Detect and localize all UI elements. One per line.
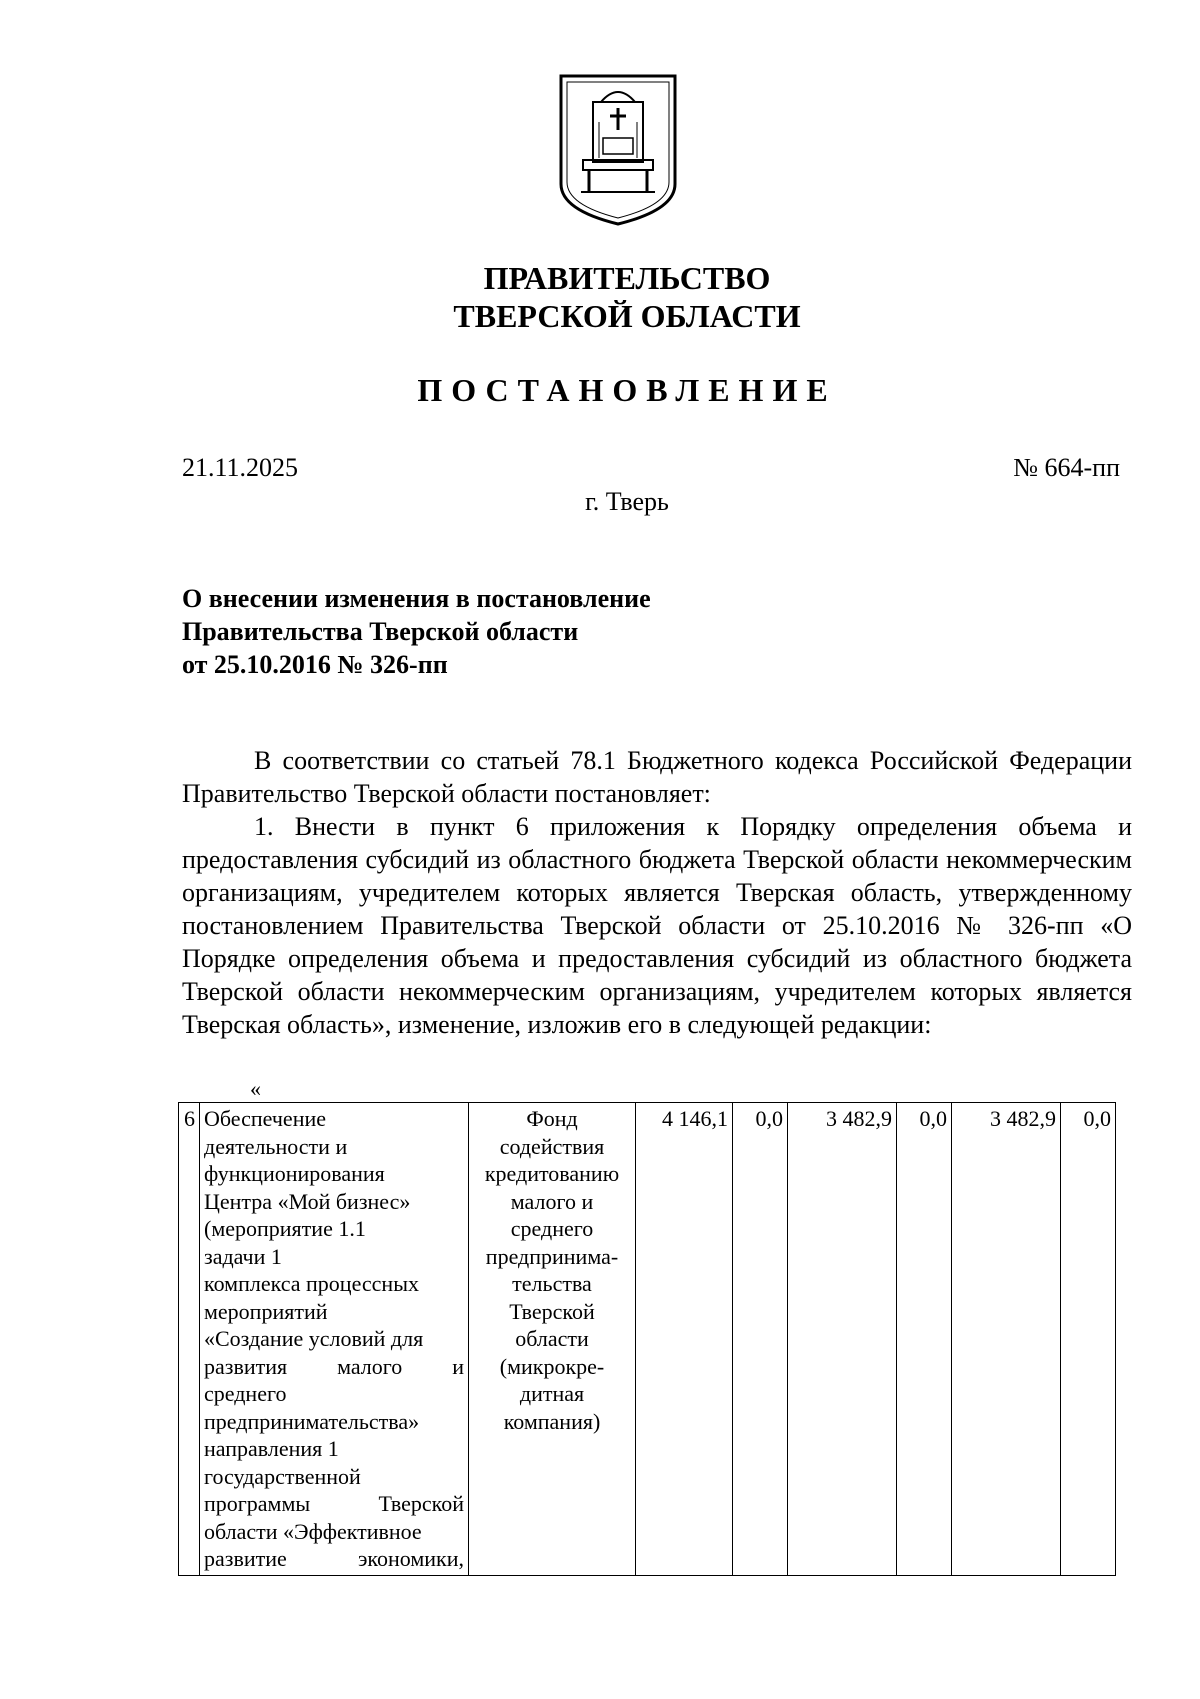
cell-line: «Создание условий для bbox=[204, 1326, 424, 1351]
cell-line: Фонд bbox=[526, 1106, 578, 1131]
cell-line: государственной bbox=[204, 1463, 361, 1489]
cell-line: Обеспечение bbox=[204, 1106, 326, 1131]
executor-cell bbox=[469, 1103, 636, 1576]
value-cell: 0,0 bbox=[733, 1103, 788, 1576]
cell-line: среднего bbox=[510, 1216, 594, 1241]
tver-coat-of-arms-icon bbox=[553, 72, 683, 228]
document-date: 21.11.2025 bbox=[182, 453, 299, 482]
value-cell: 0,0 bbox=[1061, 1103, 1116, 1576]
cell-line: задачи 1 bbox=[204, 1243, 282, 1269]
cell-line: программы Тверской bbox=[204, 1491, 464, 1516]
cell-line: предпринима- bbox=[485, 1243, 619, 1269]
cell-line: функционирования bbox=[204, 1161, 385, 1186]
cell-line: области «Эффективное bbox=[204, 1518, 422, 1544]
body-paragraph: В соответствии со статьей 78.1 Бюджетного кодекса Российской Федерации Правительство Тверской области постановляет: bbox=[182, 746, 1132, 808]
document-body bbox=[182, 744, 1132, 1041]
government-title-line2: ТВЕРСКОЙ ОБЛАСТИ bbox=[453, 298, 801, 334]
document-city: г. Тверь bbox=[585, 487, 669, 516]
subject-line: Правительства Тверской области bbox=[182, 617, 579, 646]
cell-line: развитие экономики, bbox=[204, 1546, 464, 1571]
cell-line: (микрокре- bbox=[499, 1353, 605, 1379]
value-cell: 0,0 bbox=[897, 1103, 952, 1576]
subject-line: О внесении изменения в постановление bbox=[182, 584, 651, 613]
government-title-line1: ПРАВИТЕЛЬСТВО bbox=[483, 260, 771, 296]
cell-line: области bbox=[515, 1326, 589, 1351]
cell-line: (мероприятие 1.1 bbox=[204, 1216, 366, 1241]
cell-line: среднего bbox=[204, 1381, 287, 1406]
cell-line: мероприятий bbox=[204, 1298, 328, 1324]
cell-line: кредитованию bbox=[484, 1161, 620, 1186]
row-number-cell: 6 bbox=[179, 1103, 200, 1576]
cell-line: компания) bbox=[503, 1408, 601, 1434]
table-row bbox=[179, 1103, 1116, 1576]
cell-line: Тверской bbox=[509, 1298, 595, 1324]
cell-line: предпринимательства» bbox=[204, 1408, 420, 1434]
cell-line: комплекса процессных bbox=[204, 1271, 419, 1296]
quote-open-mark: « bbox=[250, 1076, 261, 1101]
cell-line: Центра «Мой бизнес» bbox=[204, 1188, 411, 1214]
value-cell: 4 146,1 bbox=[636, 1103, 733, 1576]
value-cell: 3 482,9 bbox=[788, 1103, 897, 1576]
cell-line: дитная bbox=[519, 1381, 585, 1406]
document-subject bbox=[182, 582, 651, 681]
cell-line: деятельности и bbox=[204, 1133, 348, 1159]
cell-line: содействия bbox=[499, 1133, 605, 1159]
subject-line: от 25.10.2016 № 326-пп bbox=[182, 650, 448, 679]
cell-line: малого и bbox=[510, 1188, 594, 1214]
cell-line: развития малого и bbox=[204, 1353, 464, 1379]
event-name-cell bbox=[200, 1103, 469, 1576]
value-cell: 3 482,9 bbox=[952, 1103, 1061, 1576]
document-number: № 664-пп bbox=[1013, 453, 1120, 482]
cell-line: тельства bbox=[512, 1271, 592, 1296]
amendment-table bbox=[178, 1102, 1116, 1576]
cell-line: направления 1 bbox=[204, 1436, 339, 1461]
body-paragraph: 1. Внести в пункт 6 приложения к Порядку определения объема и предоставления субсидий из областного бюджета Тверской области некоммерческим организациям, учредителем которых является Тверская область, утвержденному постановлением Правительства Тверской области от 25.10.2016 № 326-пп «О Порядке определения объема и предоставления субсидий из областного бюджета Тверской области некоммерческим организациям, учредителем которых является Тверская область», изменение, изложив его в следующей редакции: bbox=[182, 812, 1132, 1039]
document-type: ПОСТАНОВЛЕНИЕ bbox=[417, 372, 837, 408]
